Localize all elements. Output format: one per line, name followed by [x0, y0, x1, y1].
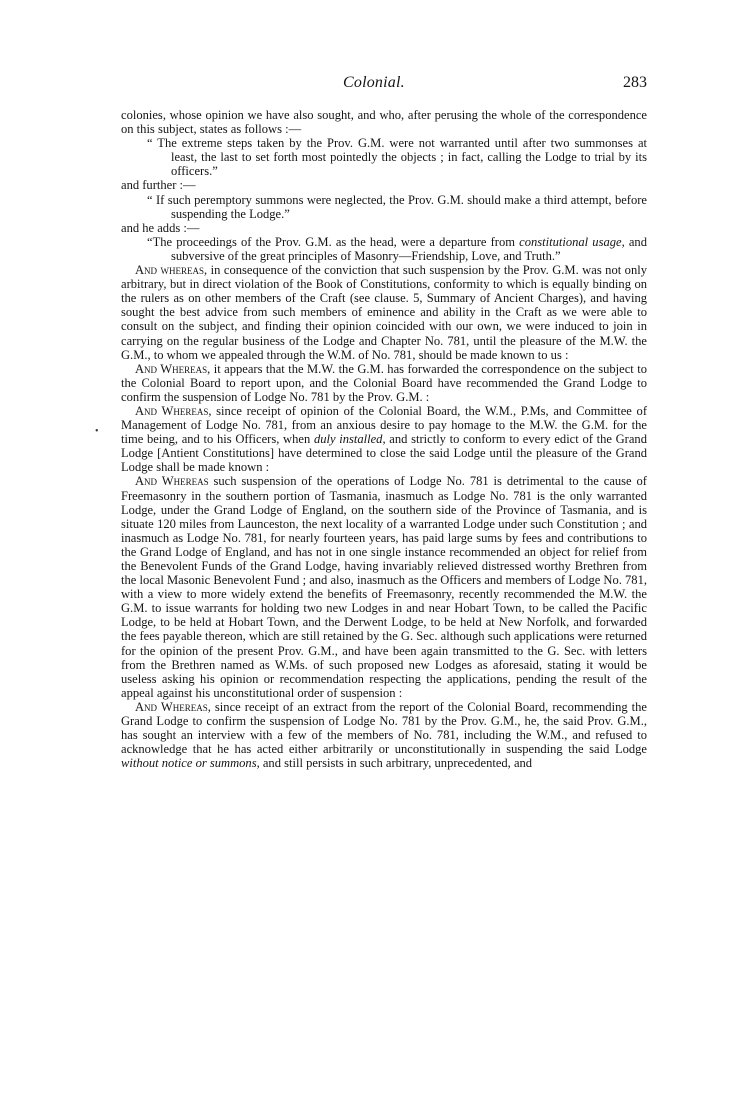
paragraph-continued: colonies, whose opinion we have also sought, and who, after perusing the whole of the correspondence on this subject, states as follows :—	[121, 108, 647, 137]
quote-1: “ The extreme steps taken by the Prov. G.M. were not warranted until after two summonses at least, the last to set forth most pointedly the objects ; in fact, calling the Lodge to trial by its officers.”	[147, 136, 647, 179]
italic-phrase: duly installed,	[313, 432, 386, 447]
small-caps-lead: And Whereas,	[135, 361, 211, 376]
connector-adds: and he adds :—	[121, 220, 200, 235]
quote-2: “ If such peremptory summons were neglected, the Prov. G.M. should make a third attempt, before suspending the Lodge.”	[147, 192, 647, 221]
small-caps-lead: And whereas,	[135, 263, 208, 278]
italic-phrase: without notice or summons,	[121, 756, 260, 771]
italic-phrase: constitutional usage,	[519, 234, 625, 249]
paragraph-whereas-3: And Whereas, since receipt of opinion of the Colonial Board, the W.M., P.Ms, and Committee of Management of Lodge No. 781, from an anxious desire to pay homage to the M.W. the G.M. for the time being, and to his Officers, when duly installed, and strictly to conform to every edict of the Grand Lodge [Antient Constitutions] have determined to close the said Lodge until the pleasure of the Grand Lodge shall be made known :	[121, 403, 648, 475]
page-header	[121, 74, 647, 108]
running-head: Colonial.	[343, 74, 405, 91]
margin-mark: •	[95, 426, 99, 437]
small-caps-lead: And Whereas,	[135, 699, 211, 714]
quote-3: “The proceedings of the Prov. G.M. as the head, were a departure from constitutional usage, and subversive of the great principles of Masonry—Friendship, Love, and Truth.”	[147, 234, 647, 263]
paragraph-whereas-4: And Whereas such suspension of the operations of Lodge No. 781 is detrimental to the cause of Freemasonry in the southern portion of Tasmania, inasmuch as Lodge No. 781 is the only warranted Lodge, under the Grand Lodge of England, on the southern side of the Province of Tasmania, and is situate 120 miles from Launceston, the next locality of a warranted Lodge under such Constitution ; and inasmuch as Lodge No. 781, for nearly fourteen years, has paid large sums by fees and contributions to the Grand Lodge of England, and has not in one single instance recommended an object for relief from the Benevolent Funds of the Grand Lodge, having invariably relieved distressed worthy Brethren from the local Masonic Benevolent Fund ; and also, inasmuch as the Officers and members of Lodge No. 781, with a view to more widely extend the benefits of Freemasonry, recently recommended the M.W. the G.M. to issue warrants for holding two new Lodges in and near Hobart Town, to be called the Pacific Lodge, to be held at Hobart Town, and the Derwent Lodge, to be held at New Norfolk, and forwarded the fees payable thereon, which are still retained by the G. Sec. although such applications were returned for the opinion of the present Prov. G.M., and have been again transmitted to the G. Sec. with letters from the Brethren named as W.Ms. of such proposed new Lodges as aforesaid, stating it would be useless asking his opinion or recommendation respecting the applications, pending the result of the appeal against his unconstitutional order of suspension :	[121, 474, 647, 700]
small-caps-lead: And Whereas	[135, 474, 209, 489]
paragraph-whereas-1: And whereas, in consequence of the conviction that such suspension by the Prov. G.M. was not only arbitrary, but in direct violation of the Book of Constitutions, conformity to which is equally binding on the rulers as on other members of the Craft (see clause. 5, Summary of Ancient Charges), and having sought the best advice from such members of eminence and ability in the Craft as we were able to consult on the subject, and finding their opinion coincided with our own, we were induced to join in carrying on the regular business of the Lodge and Chapter No. 781, until the pleasure of the M.W. the G.M., to whom we appealed through the W.M. of No. 781, should be made known to us :	[121, 263, 647, 362]
paragraph-whereas-5: And Whereas, since receipt of an extract from the report of the Colonial Board, recommending the Grand Lodge to confirm the suspension of Lodge No. 781 by the Prov. G.M., he, the said Prov. G.M., has sought an interview with a few of the members of No. 781, including the W.M., and refused to acknowledge that he has acted either arbitrarily or unconstitutionally in suspending the said Lodge without notice or summons, and still persists in such arbitrary, unprecedented, and	[121, 699, 647, 771]
small-caps-lead: And Whereas,	[135, 403, 212, 418]
page-number: 283	[623, 74, 647, 91]
connector-further: and further :—	[121, 178, 196, 193]
page-body	[121, 108, 647, 770]
paragraph-whereas-2: And Whereas, it appears that the M.W. the G.M. has forwarded the correspondence on the subject to the Colonial Board to report upon, and the Colonial Board have recommended the Grand Lodge to confirm the suspension of Lodge No. 781 by the Prov. G.M. :	[121, 361, 647, 404]
